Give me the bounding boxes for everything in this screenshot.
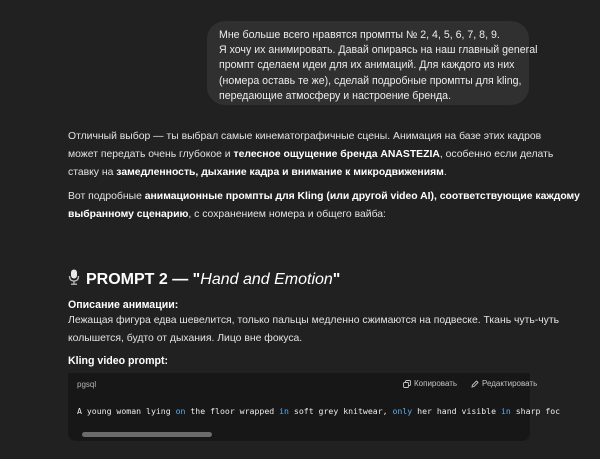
kling-prompt-label: Kling video prompt:: [68, 355, 169, 367]
description-label: Описание анимации:: [68, 299, 179, 311]
code-keyword: only: [392, 406, 413, 416]
user-message-line: передающие атмосферу и настроение бренда.: [219, 89, 452, 102]
user-message-line: Мне больше всего нравятся промпты № 2, 4, 5, 6, 7, 8, 9.: [219, 29, 500, 41]
microphone-icon: [68, 269, 80, 290]
user-message-line: (номера оставь те же), сделай подробные промпты для kling,: [219, 74, 522, 87]
code-keyword: in: [500, 406, 511, 416]
code-line: [77, 406, 560, 416]
user-message-bubble: [207, 21, 538, 105]
code-block: [68, 373, 561, 441]
prompt-title: Hand and Emotion: [200, 270, 333, 288]
code-text: soft grey knitwear,: [288, 406, 393, 416]
code-language: pgsql: [77, 380, 97, 389]
user-message-line: промпт сделаем идеи для их анимаций. Для каждого из них: [219, 59, 515, 72]
paragraph-line: может передать очень глубокое и телесное ощущение бренда ANASTEZIA, особенно если делать: [68, 149, 554, 160]
code-header: [68, 373, 538, 395]
paragraph-line: Отличный выбор — ты выбрал самые кинематографичные сцены. Анимация на базе этих кадров: [68, 131, 542, 142]
code-keyword: in: [279, 406, 289, 416]
paragraph-line: выбранному сценарию, с сохранением номера и общего вайба:: [68, 209, 386, 220]
code-keyword: on: [175, 406, 186, 416]
paragraph-line: ставку на замедленность, дыхание кадра и внимание к микродвижениям.: [68, 167, 447, 178]
paragraph-line: Вот подробные анимационные промпты для Kling (или другой video AI), соответствующие каждому: [68, 191, 580, 202]
scrollbar-thumb[interactable]: [82, 432, 212, 437]
user-message-line: Я хочу их анимировать. Давай опираясь на наш главный general: [219, 44, 538, 57]
copy-icon: [403, 380, 411, 388]
description-line: колышется, будто от дыхания. Лицо вне фокуса.: [68, 333, 303, 344]
code-text: her hand visible: [412, 406, 501, 416]
code-text: sharp foc: [510, 406, 561, 416]
edit-button[interactable]: Редактировать: [471, 379, 537, 388]
copy-button[interactable]: Копировать: [403, 379, 457, 388]
pencil-icon: [471, 380, 479, 388]
horizontal-scrollbar[interactable]: [72, 431, 526, 437]
code-text: A young woman lying: [77, 406, 176, 416]
description-line: Лежащая фигура едва шевелится, только пальцы медленно сжимаются на подвеске. Ткань чуть-чуть: [68, 315, 560, 326]
code-text: the floor wrapped: [185, 406, 280, 416]
prompt-heading: PROMPT 2 — " Hand and Emotion ": [68, 269, 340, 290]
